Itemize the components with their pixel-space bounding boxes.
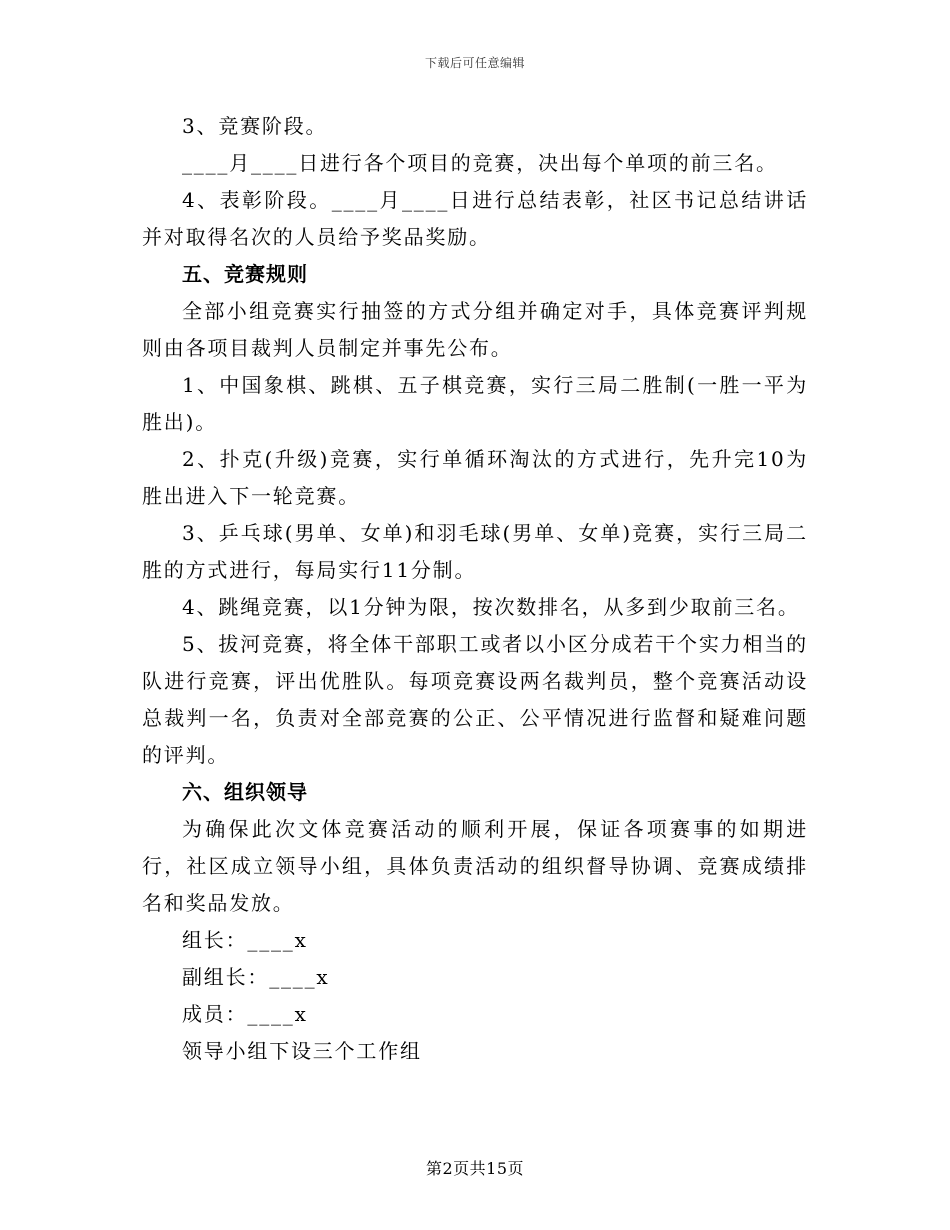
section-heading: 五、竞赛规则	[182, 262, 308, 286]
section-heading: 六、组织领导	[182, 780, 308, 804]
page-header-note: 下载后可任意编辑	[424, 56, 525, 70]
page-number: 第2页共15页	[425, 1159, 525, 1178]
paragraph: 4、表彰阶段。____月____日进行总结表彰，社区书记总结讲话并对取得名次的人员给予奖品奖励。	[142, 188, 808, 249]
paragraph: 5、拔河竞赛，将全体干部职工或者以小区分成若干个实力相当的队进行竞赛，评出优胜队。每项竞赛设两名裁判员，整个竞赛活动设总裁判一名，负责对全部竞赛的公正、公平情况进行监督和疑难问题的评判。	[142, 632, 808, 767]
paragraph: ____月____日进行各个项目的竞赛，决出每个单项的前三名。	[182, 151, 778, 175]
paragraph: 2、扑克(升级)竞赛，实行单循环淘汰的方式进行，先升完10为胜出进入下一轮竞赛。	[142, 447, 808, 508]
paragraph: 领导小组下设三个工作组	[182, 1039, 422, 1063]
paragraph: 全部小组竞赛实行抽签的方式分组并确定对手，具体竞赛评判规则由各项目裁判人员制定并事先公布。	[142, 299, 808, 360]
paragraph: 副组长：____x	[182, 965, 330, 989]
paragraph: 3、乒乓球(男单、女单)和羽毛球(男单、女单)竞赛，实行三局二胜的方式进行，每局实行11分制。	[142, 521, 808, 582]
paragraph: 3、竞赛阶段。	[182, 114, 328, 138]
document-body	[142, 108, 808, 1070]
paragraph: 4、跳绳竞赛，以1分钟为限，按次数排名，从多到少取前三名。	[182, 595, 800, 619]
paragraph: 组长：____x	[182, 928, 308, 952]
paragraph: 为确保此次文体竞赛活动的顺利开展，保证各项赛事的如期进行，社区成立领导小组，具体负责活动的组织督导协调、竞赛成绩排名和奖品发放。	[142, 817, 808, 915]
paragraph: 1、中国象棋、跳棋、五子棋竞赛，实行三局二胜制(一胜一平为胜出)。	[142, 373, 808, 434]
paragraph: 成员：____x	[182, 1002, 308, 1026]
